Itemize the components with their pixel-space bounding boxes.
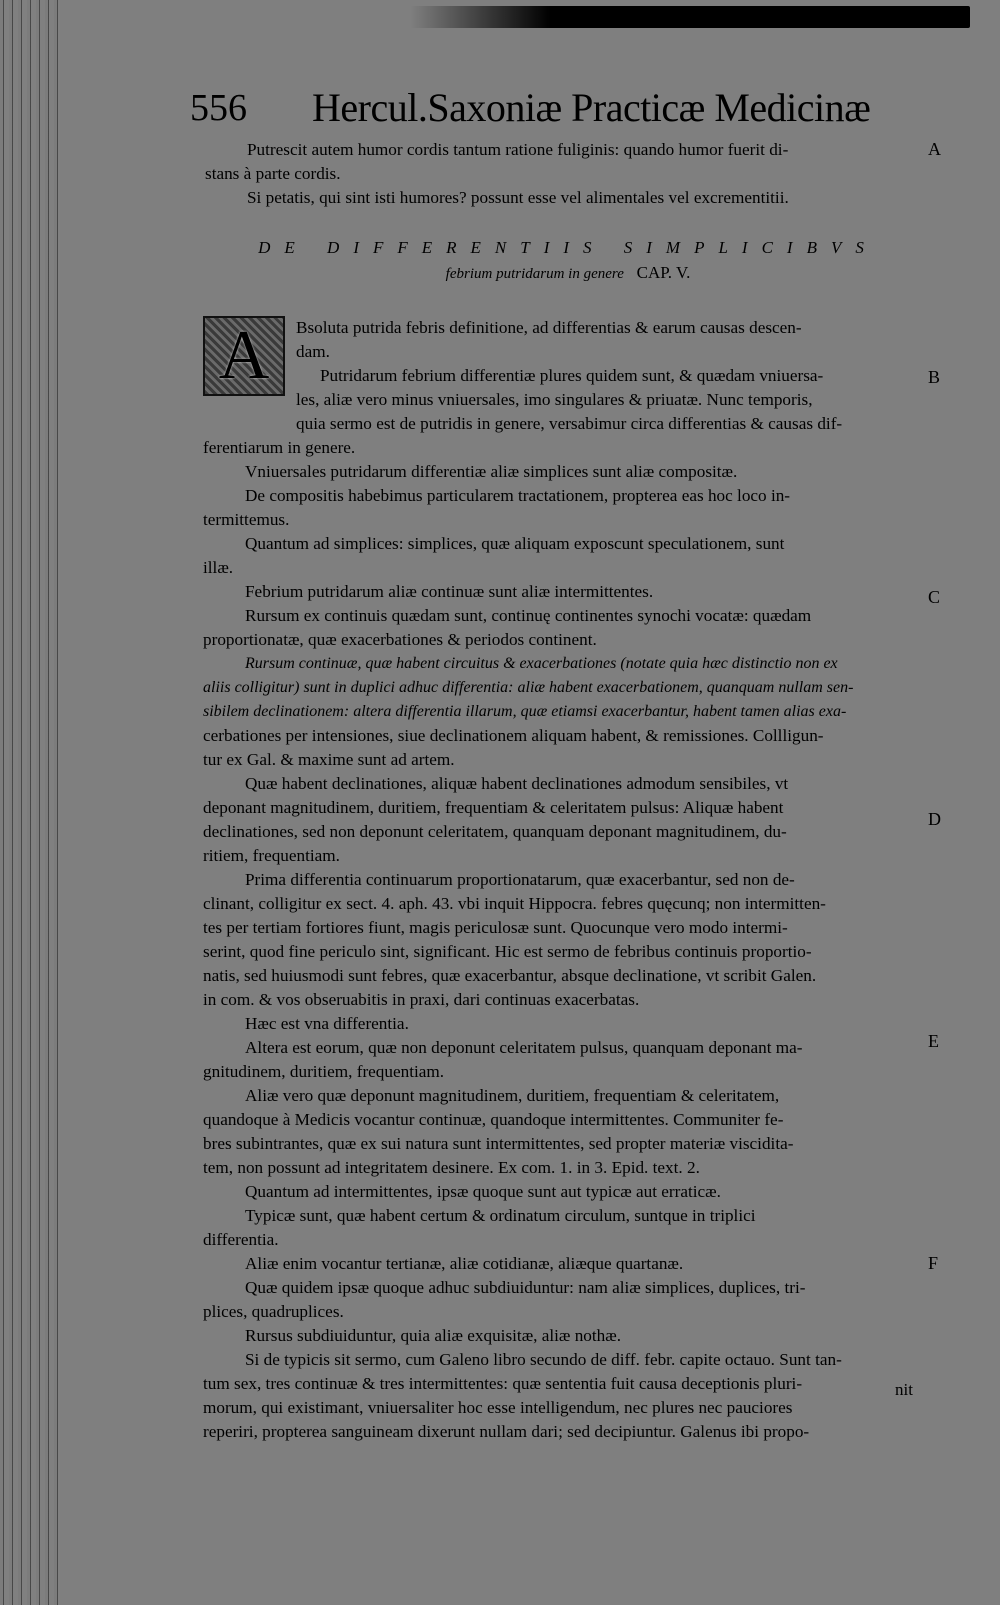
text-line: dam.: [296, 342, 330, 361]
margin-letter-d: D: [928, 809, 941, 829]
text-line: ritiem, frequentiam.: [203, 846, 340, 865]
margin-letter-b: B: [928, 367, 941, 387]
text-line: Hæc est vna differentia.: [245, 1014, 409, 1033]
body-text: [203, 436, 931, 1444]
text-line: Putrescit autem humor cordis tantum ratione fuliginis: quando humor fuerit di-: [247, 140, 789, 159]
text-line: De compositis habebimus particularem tractationem, propterea eas hoc loco in-: [245, 486, 791, 505]
text-line: les, aliæ vero minus vniuersales, imo singulares & priuatæ. Nunc temporis,: [296, 390, 813, 409]
drop-cap-initial: [203, 316, 285, 396]
text-line: Febrium putridarum aliæ continuæ sunt aliæ intermittentes.: [245, 582, 654, 601]
text-line: Rursum continuæ, quæ habent circuitus & exacerbationes (notate quia hæc distinctio non ex: [245, 655, 838, 672]
margin-letter-e: E: [928, 1031, 939, 1051]
intro-paragraph: [205, 138, 937, 210]
text-line: plices, quadruplices.: [203, 1302, 344, 1321]
text-line: serint, quod fine periculo sint, significant. Hic est sermo de febribus continuis proportio-: [203, 942, 812, 961]
text-line: Bsoluta putrida febris definitione, ad differentias & earum causas descen-: [296, 318, 802, 337]
page-header: [190, 84, 890, 134]
drop-cap-paragraph: [296, 316, 936, 436]
chapter-heading-italic: febrium putridarum in genere: [445, 266, 624, 282]
text-line: illæ.: [203, 558, 234, 577]
text-line: declinationes, sed non deponunt celeritatem, quanquam deponant magnitudinem, du-: [203, 822, 787, 841]
text-line: differentia.: [203, 1230, 279, 1249]
text-line: deponant magnitudinem, duritiem, frequentiam & celeritatem pulsus: Aliquæ habent: [203, 798, 784, 817]
text-line: aliis colligitur) sunt in duplici adhuc differentia: aliæ habent exacerbationem, quanquam nullam sen-: [203, 679, 854, 696]
text-line: Quantum ad intermittentes, ipsæ quoque sunt aut typicæ aut erraticæ.: [245, 1182, 721, 1201]
text-line: Quæ habent declinationes, aliquæ habent declinationes admodum sensibiles, vt: [245, 774, 789, 793]
text-line: tem, non possunt ad integritatem desinere. Ex com. 1. in 3. Epid. text. 2.: [203, 1158, 700, 1177]
margin-letter-f: F: [928, 1253, 939, 1273]
text-line: Aliæ enim vocantur tertianæ, aliæ cotidianæ, aliæque quartanæ.: [245, 1254, 684, 1273]
margin-letter-c: C: [928, 587, 941, 607]
page-number: 556: [190, 87, 247, 129]
catchword: nit: [895, 1380, 913, 1399]
text-line: morum, qui existimant, vniuersaliter hoc esse intelligendum, nec plures nec pauciores: [203, 1398, 793, 1417]
text-line: Quantum ad simplices: simplices, quæ aliquam exposcunt speculationem, sunt: [245, 534, 785, 553]
chapter-heading-title: DE DIFFERENTIIS SIMPLICIBVS: [258, 238, 878, 257]
text-line: tum sex, tres continuæ & tres intermittentes: quæ sententia fuit causa deceptionis pluri-: [203, 1374, 803, 1393]
text-line: reperiri, propterea sanguineam dixerunt nullam dari; sed decipiuntur. Galenus ibi propo-: [203, 1422, 810, 1441]
text-line: Typicæ sunt, quæ habent certum & ordinatum circulum, suntque in triplici: [245, 1206, 756, 1225]
text-line: sibilem declinationem: altera differentia illarum, quæ etiamsi exacerbantur, habent tamen alias exa-: [203, 703, 847, 720]
text-line: Rursum ex continuis quædam sunt, continuę continentes synochi vocatæ: quædam: [245, 606, 812, 625]
text-line: bres subintrantes, quæ ex sui natura sunt intermittentes, sed propter materiæ viscidita-: [203, 1134, 794, 1153]
text-line: Prima differentia continuarum proportionatarum, quæ exacerbantur, sed non de-: [245, 870, 795, 889]
text-line: gnitudinem, duritiem, frequentiam.: [203, 1062, 445, 1081]
text-line: tes per tertiam fortiores fiunt, magis periculosæ sunt. Quocunque vero modo intermi-: [203, 918, 788, 937]
text-line: tur ex Gal. & maxime sunt ad artem.: [203, 750, 455, 769]
text-line: proportionatæ, quæ exacerbationes & periodos continent.: [203, 630, 597, 649]
text-line: cerbationes per intensiones, siue declinationem aliquam habent, & remissiones. Collligun-: [203, 726, 824, 745]
chapter-number: CAP. V.: [636, 263, 691, 282]
drop-cap-letter: A: [218, 317, 270, 394]
text-line: Aliæ vero quæ deponunt magnitudinem, duritiem, frequentiam & celeritatem,: [245, 1086, 780, 1105]
text-line: Si de typicis sit sermo, cum Galeno libro secundo de diff. febr. capite octauo. Sunt tan-: [245, 1350, 842, 1369]
text-line: stans à parte cordis.: [205, 164, 341, 183]
text-line: Putridarum febrium differentiæ plures quidem sunt, & quædam vniuersa-: [320, 366, 824, 385]
text-line: termittemus.: [203, 510, 290, 529]
text-line: Quæ quidem ipsæ quoque adhuc subdiuiduntur: nam aliæ simplices, duplices, tri-: [245, 1278, 806, 1297]
chapter-heading-subtitle: [200, 260, 936, 287]
margin-letter-a: A: [928, 139, 941, 159]
text-line: Vniuersales putridarum differentiæ aliæ simplices sunt aliæ compositæ.: [245, 462, 738, 481]
text-line: quia sermo est de putridis in genere, versabimur circa differentias & causas dif-: [296, 414, 843, 433]
text-line: Si petatis, qui sint isti humores? possunt esse vel alimentales vel excrementitii.: [247, 188, 789, 207]
text-line: Rursus subdiuiduntur, quia aliæ exquisitæ, aliæ nothæ.: [245, 1326, 622, 1345]
text-line: ferentiarum in genere.: [203, 438, 356, 457]
text-line: quandoque à Medicis vocantur continuæ, quandoque intermittentes. Communiter fe-: [203, 1110, 784, 1129]
text-line: in com. & vos obseruabitis in praxi, dari continuas exacerbatas.: [203, 990, 640, 1009]
chapter-heading: [200, 236, 936, 287]
text-line: natis, sed huiusmodi sunt febres, quæ exacerbantur, absque declinatione, vt scribit Galen.: [203, 966, 817, 985]
text-line: Altera est eorum, quæ non deponunt celeritatem pulsus, quanquam deponant ma-: [245, 1038, 803, 1057]
running-title: Hercul.Saxoniæ Practicæ Medicinæ: [312, 85, 871, 130]
text-line: clinant, colligitur ex sect. 4. aph. 43. vbi inquit Hippocra. febres quęcunq; non intermitten-: [203, 894, 826, 913]
